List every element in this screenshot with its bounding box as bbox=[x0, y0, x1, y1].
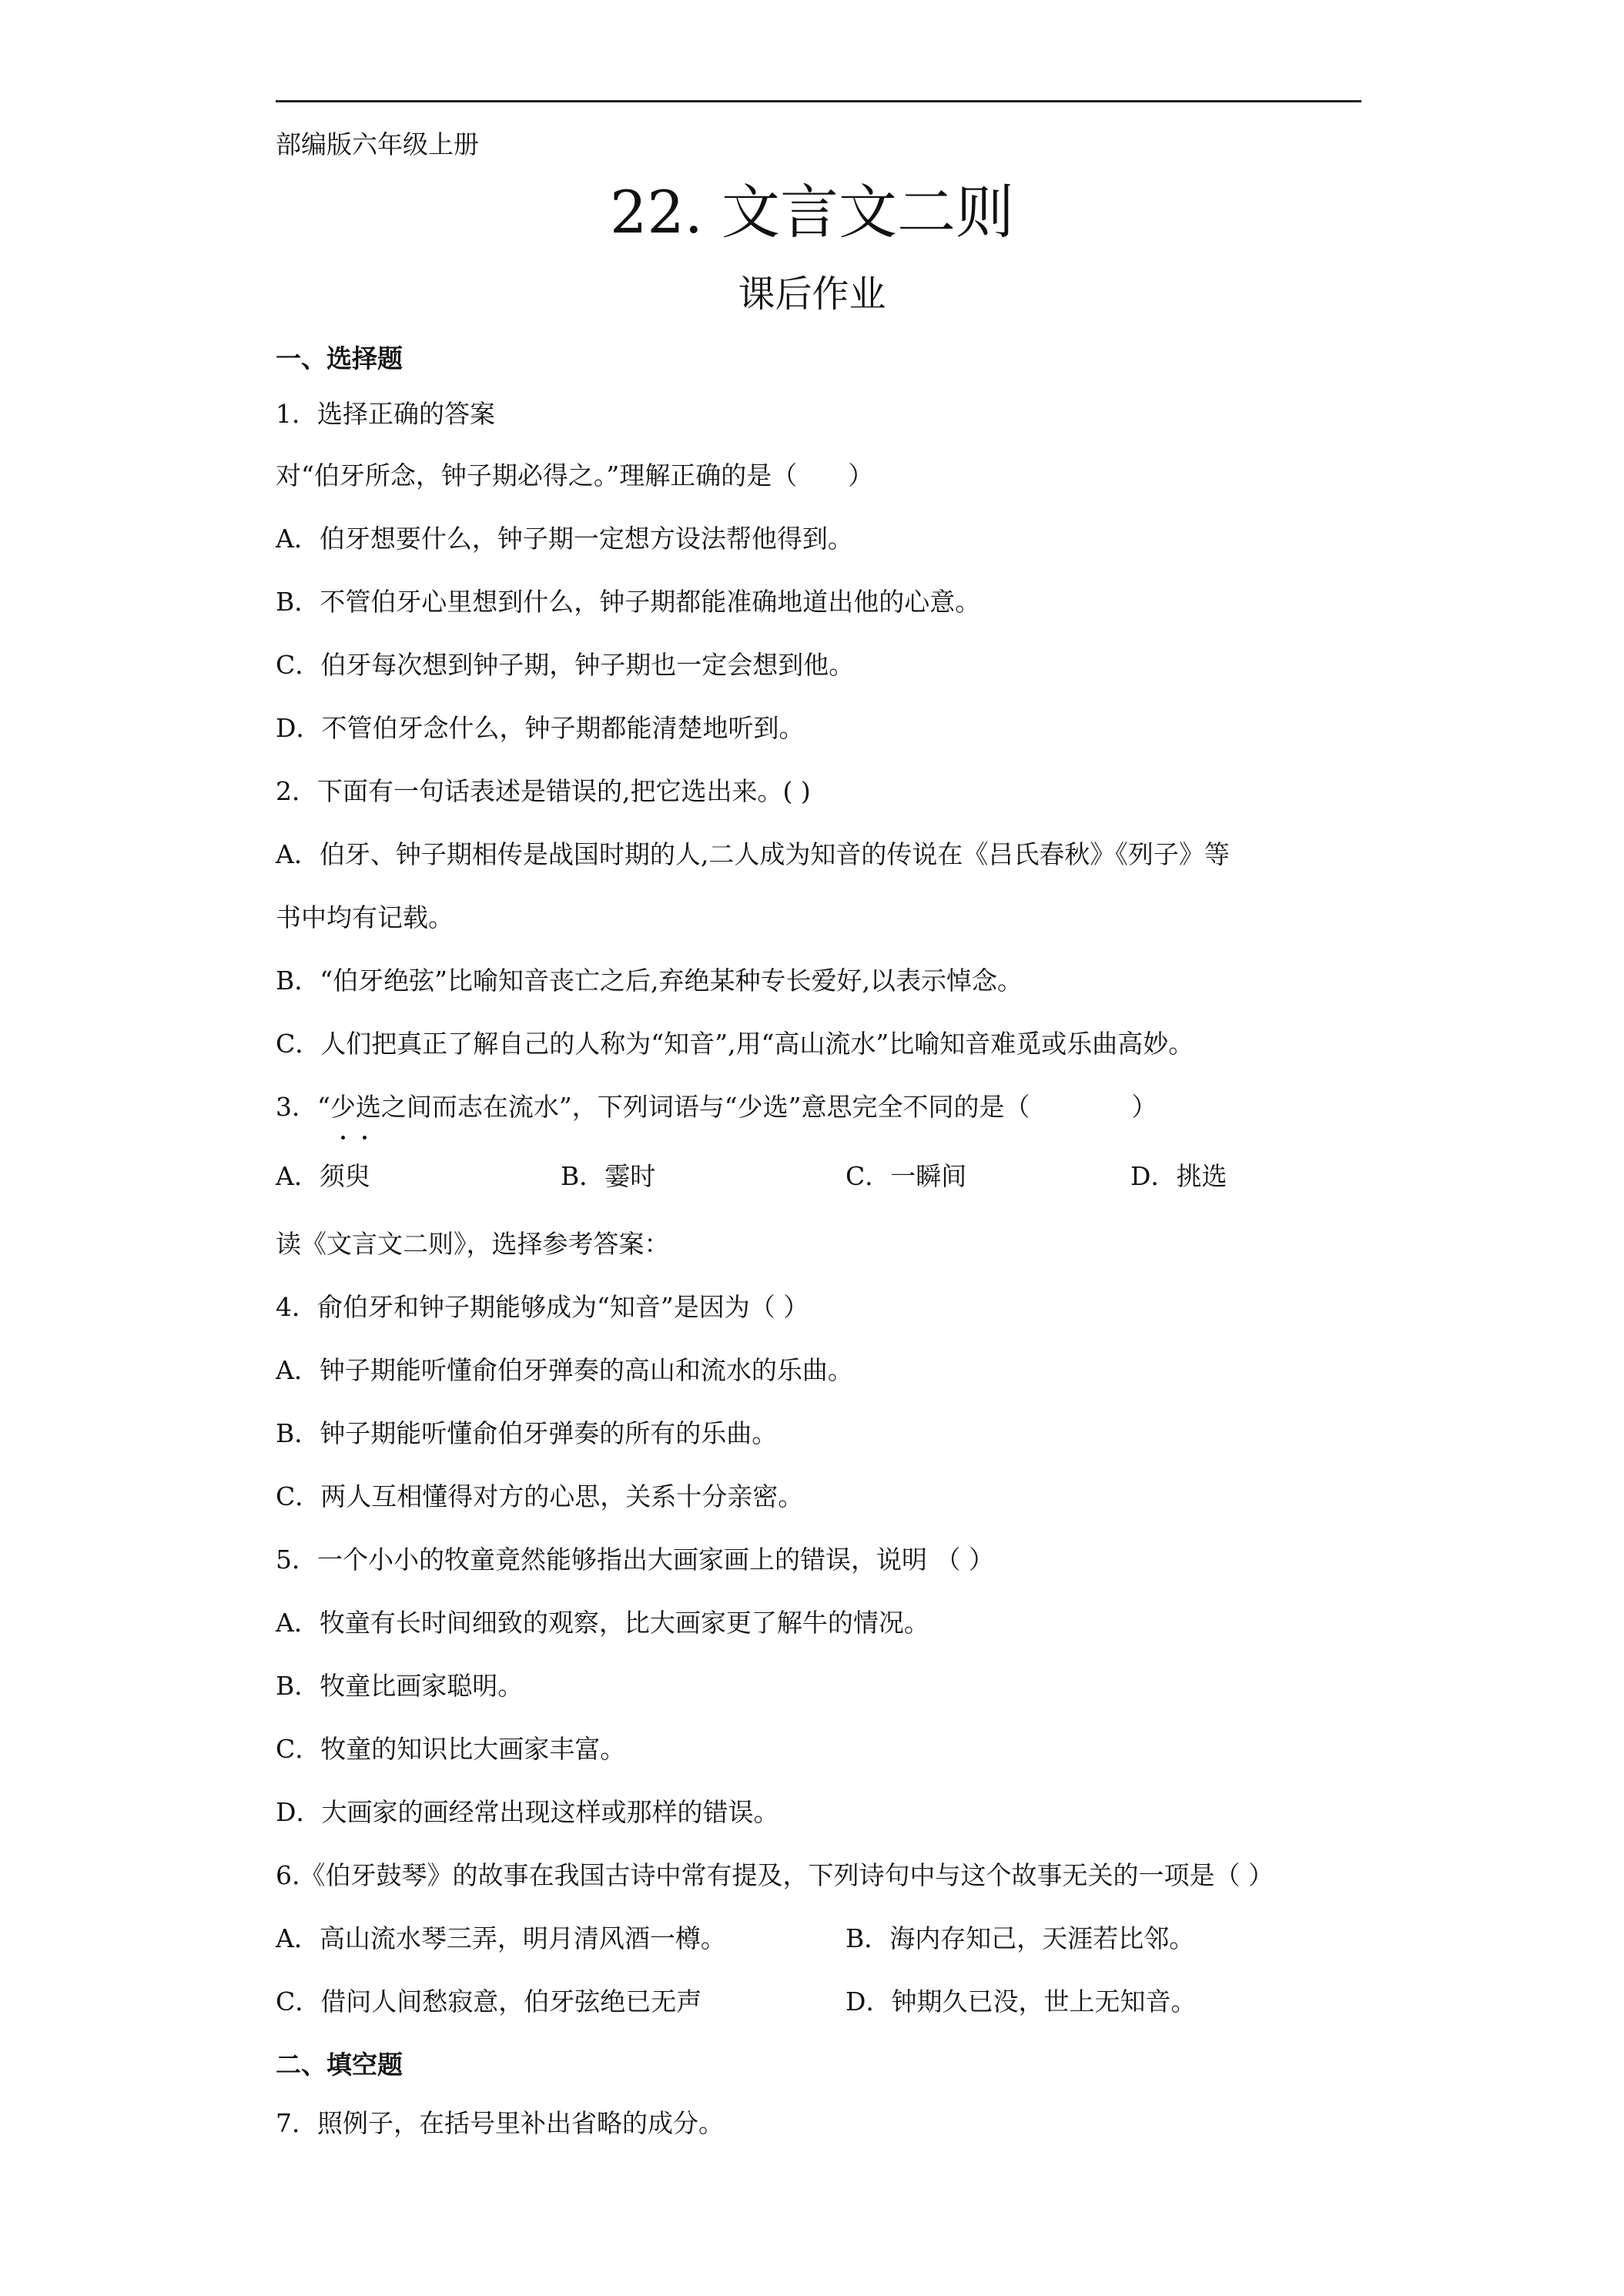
q3-option-b: B．霎时 bbox=[561, 1161, 656, 1191]
q2-option-c: C．人们把真正了解自己的人称为“知音”,用“高山流水”比喻知音难觅或乐曲高妙。 bbox=[276, 1029, 1194, 1059]
q5-option-c: C．牧童的知识比大画家丰富。 bbox=[276, 1734, 626, 1764]
q6-stem: 6.《伯牙鼓琴》的故事在我国古诗中常有提及，下列诗句中与这个故事无关的一项是（ ） bbox=[276, 1860, 1274, 1890]
q6-option-c: C．借问人间愁寂意，伯牙弦绝已无声 bbox=[276, 1986, 702, 2017]
q5-option-d: D．大画家的画经常出现这样或那样的错误。 bbox=[276, 1797, 779, 1827]
q2-option-a-line2: 书中均有记载。 bbox=[276, 902, 454, 932]
emphasis-dots bbox=[339, 1136, 370, 1142]
q7-stem: 7．照例子，在括号里补出省略的成分。 bbox=[276, 2108, 724, 2138]
q1-option-c: C．伯牙每次想到钟子期，钟子期也一定会想到他。 bbox=[276, 650, 855, 680]
q5-option-a: A．牧童有长时间细致的观察，比大画家更了解牛的情况。 bbox=[276, 1608, 929, 1638]
q4-option-c: C．两人互相懂得对方的心思，关系十分亲密。 bbox=[276, 1481, 804, 1511]
grade-label: 部编版六年级上册 bbox=[276, 129, 479, 159]
emphasis-dot bbox=[363, 1136, 367, 1140]
section-heading-choice: 一、选择题 bbox=[276, 343, 403, 373]
reading-intro: 读《文言文二则》，选择参考答案： bbox=[276, 1229, 670, 1259]
q1-option-a: A．伯牙想要什么，钟子期一定想方设法帮他得到。 bbox=[276, 524, 853, 554]
page-subtitle: 课后作业 bbox=[738, 273, 886, 316]
page-title: 22. 文言文二则 bbox=[609, 178, 1015, 246]
q3-stem: 3．“少选之间而志在流水”，下列词语与“少选”意思完全不同的是（ ） bbox=[276, 1092, 1157, 1122]
q2-stem: 2．下面有一句话表述是错误的,把它选出来。( ) bbox=[276, 776, 811, 806]
q1-stem: 1．选择正确的答案 bbox=[276, 399, 495, 429]
q1-option-d: D．不管伯牙念什么，钟子期都能清楚地听到。 bbox=[276, 713, 805, 743]
q3-option-a: A．须臾 bbox=[276, 1161, 370, 1191]
q5-option-b: B．牧童比画家聪明。 bbox=[276, 1671, 524, 1701]
q3-option-d: D．挑选 bbox=[1130, 1161, 1227, 1191]
q2-option-b: B．“伯牙绝弦”比喻知音丧亡之后,弃绝某种专长爱好,以表示悼念。 bbox=[276, 966, 1023, 996]
q1-prompt: 对“伯牙所念，钟子期必得之。”理解正确的是（ ） bbox=[276, 460, 874, 490]
q6-option-a: A．高山流水琴三弄，明月清风酒一樽。 bbox=[276, 1923, 726, 1953]
q6-option-b: B．海内存知己，天涯若比邻。 bbox=[845, 1923, 1195, 1953]
q5-stem: 5．一个小小的牧童竟然能够指出大画家画上的错误，说明 （ ） bbox=[276, 1545, 994, 1575]
q4-stem: 4．俞伯牙和钟子期能够成为“知音”是因为（ ） bbox=[276, 1292, 809, 1322]
q3-option-c: C．一瞬间 bbox=[845, 1161, 967, 1191]
q6-option-d: D．钟期久已没，世上无知音。 bbox=[845, 1986, 1197, 2017]
q2-option-a-line1: A．伯牙、钟子期相传是战国时期的人,二人成为知音的传说在《吕氏春秋》《列子》等 bbox=[276, 839, 1230, 869]
q4-option-a: A．钟子期能听懂俞伯牙弹奏的高山和流水的乐曲。 bbox=[276, 1355, 853, 1385]
q1-option-b: B．不管伯牙心里想到什么，钟子期都能准确地道出他的心意。 bbox=[276, 587, 981, 617]
emphasis-dot bbox=[341, 1136, 345, 1140]
header-rule bbox=[276, 100, 1361, 102]
q4-option-b: B．钟子期能听懂俞伯牙弹奏的所有的乐曲。 bbox=[276, 1418, 778, 1448]
section-heading-fill: 二、填空题 bbox=[276, 2050, 403, 2080]
